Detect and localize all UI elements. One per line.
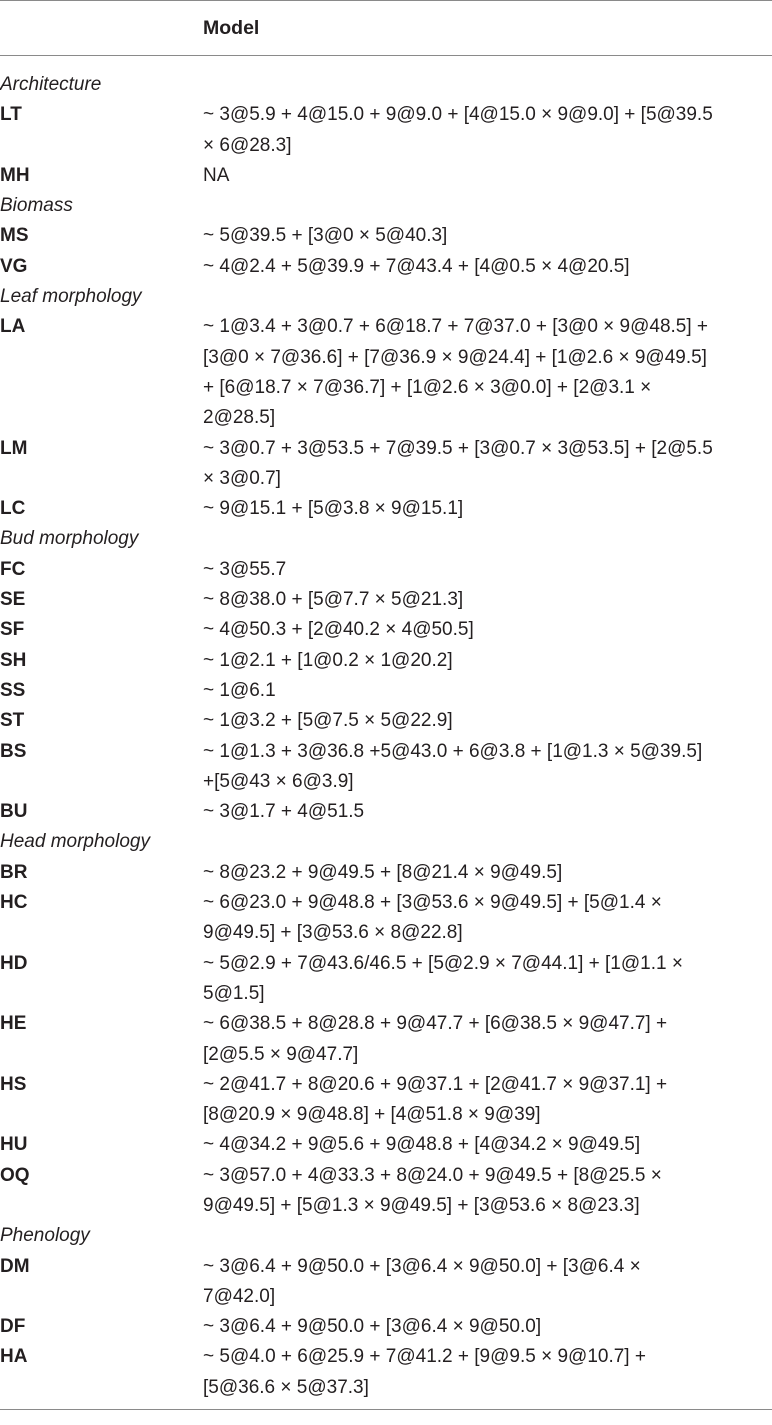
- model-formula: [203, 615, 771, 645]
- formula-line: 9@49.5] + [3@53.6 × 8@22.8]: [203, 922, 463, 944]
- formula-line: ~ 3@55.7: [203, 558, 287, 580]
- table-row: [0, 555, 772, 585]
- table-row: [0, 1252, 772, 1313]
- model-formula: [203, 797, 771, 827]
- category-label: Phenology: [0, 1225, 90, 1247]
- formula-line: [8@20.9 × 9@48.8] + [4@51.8 × 9@39]: [203, 1104, 541, 1126]
- formula-line: ~ 8@38.0 + [5@7.7 × 5@21.3]: [203, 589, 464, 611]
- trait-code: BU: [0, 801, 28, 823]
- model-formula: [203, 1130, 771, 1160]
- formula-line: [5@36.6 × 5@37.3]: [203, 1376, 369, 1398]
- model-formula: [203, 676, 771, 706]
- trait-code: HA: [0, 1346, 28, 1368]
- formula-line: ~ 3@5.9 + 4@15.0 + 9@9.0 + [4@15.0 × 9@9.0] + [5@39.5: [203, 104, 713, 126]
- trait-code: FC: [0, 558, 26, 580]
- trait-code: LA: [0, 316, 26, 338]
- formula-line: × 3@0.7]: [203, 467, 281, 489]
- table-row: [0, 1130, 772, 1160]
- formula-line: [2@5.5 × 9@47.7]: [203, 1043, 359, 1065]
- trait-code: BS: [0, 740, 27, 762]
- table-row: [0, 221, 772, 251]
- table-row: [0, 676, 772, 706]
- table-row: [0, 737, 772, 798]
- formula-line: ~ 3@1.7 + 4@51.5: [203, 801, 365, 823]
- table-row: [0, 1070, 772, 1131]
- model-formula: [203, 1009, 771, 1070]
- model-formula: [203, 221, 771, 251]
- trait-code: HE: [0, 1013, 27, 1035]
- trait-code: LT: [0, 104, 22, 126]
- table-row: [0, 585, 772, 615]
- formula-line: × 6@28.3]: [203, 134, 292, 156]
- trait-code: VG: [0, 255, 28, 277]
- trait-code: MS: [0, 225, 29, 247]
- model-formula: [203, 252, 771, 282]
- trait-code: HC: [0, 892, 28, 914]
- category-label: Leaf morphology: [0, 286, 142, 308]
- trait-code: SH: [0, 649, 27, 671]
- model-formula: [203, 706, 771, 736]
- trait-code: ST: [0, 710, 25, 732]
- bottom-rule: [0, 1409, 772, 1410]
- model-formula: [203, 888, 771, 949]
- model-formula: [203, 1161, 771, 1222]
- trait-code: DM: [0, 1255, 30, 1277]
- formula-line: ~ 5@39.5 + [3@0 × 5@40.3]: [203, 225, 448, 247]
- model-formula: [203, 1070, 771, 1131]
- formula-line: [3@0 × 7@36.6] + [7@36.9 × 9@24.4] + [1@2.6 × 9@49.5]: [203, 346, 707, 368]
- trait-code: HS: [0, 1073, 27, 1095]
- model-formula: [203, 1342, 771, 1403]
- formula-line: ~ 3@0.7 + 3@53.5 + 7@39.5 + [3@0.7 × 3@53.5] + [2@5.5: [203, 437, 713, 459]
- formula-line: ~ 9@15.1 + [5@3.8 × 9@15.1]: [203, 498, 464, 520]
- model-formula: [203, 555, 771, 585]
- trait-code: OQ: [0, 1164, 30, 1186]
- table-row: [0, 858, 772, 888]
- table-row: [0, 161, 772, 191]
- formula-line: ~ 4@50.3 + [2@40.2 × 4@50.5]: [203, 619, 474, 641]
- formula-line: + [6@18.7 × 7@36.7] + [1@2.6 × 3@0.0] + [2@3.1 ×: [203, 376, 652, 398]
- trait-code: SS: [0, 679, 26, 701]
- formula-line: 9@49.5] + [5@1.3 × 9@49.5] + [3@53.6 × 8@23.3]: [203, 1194, 640, 1216]
- model-formula: [203, 161, 771, 191]
- table-row: [0, 1342, 772, 1403]
- table-row: [0, 100, 772, 161]
- formula-line: ~ 1@3.4 + 3@0.7 + 6@18.7 + 7@37.0 + [3@0 × 9@48.5] +: [203, 316, 709, 338]
- table-row: [0, 312, 772, 433]
- trait-code: BR: [0, 861, 28, 883]
- category-label: Biomass: [0, 195, 73, 217]
- model-formula: [203, 737, 771, 798]
- trait-code: LM: [0, 437, 28, 459]
- formula-line: +[5@43 × 6@3.9]: [203, 770, 354, 792]
- model-formula: [203, 494, 771, 524]
- trait-code: DF: [0, 1316, 26, 1338]
- category-label: Head morphology: [0, 831, 150, 853]
- model-formula: [203, 1312, 771, 1342]
- formula-line: ~ 3@6.4 + 9@50.0 + [3@6.4 × 9@50.0] + [3@6.4 ×: [203, 1255, 641, 1277]
- trait-code: HU: [0, 1134, 28, 1156]
- table-body: [0, 56, 772, 1403]
- formula-line: 5@1.5]: [203, 982, 265, 1004]
- formula-line: 7@42.0]: [203, 1285, 276, 1307]
- table-header: [0, 1, 772, 55]
- formula-line: 2@28.5]: [203, 407, 276, 429]
- formula-line: ~ 6@23.0 + 9@48.8 + [3@53.6 × 9@49.5] + [5@1.4 ×: [203, 892, 662, 914]
- trait-code: HD: [0, 952, 28, 974]
- table-row: [0, 706, 772, 736]
- table-row: [0, 949, 772, 1010]
- formula-line: ~ 1@6.1: [203, 679, 276, 701]
- table-row: [0, 1009, 772, 1070]
- trait-code: SE: [0, 589, 26, 611]
- trait-code: LC: [0, 498, 26, 520]
- model-formula: [203, 100, 771, 161]
- formula-line: ~ 4@2.4 + 5@39.9 + 7@43.4 + [4@0.5 × 4@20.5]: [203, 255, 630, 277]
- formula-line: ~ 3@6.4 + 9@50.0 + [3@6.4 × 9@50.0]: [203, 1316, 542, 1338]
- table-row: [0, 1312, 772, 1342]
- model-formula: [203, 585, 771, 615]
- formula-line: ~ 6@38.5 + 8@28.8 + 9@47.7 + [6@38.5 × 9@47.7] +: [203, 1013, 668, 1035]
- category-label: Bud morphology: [0, 528, 139, 550]
- formula-line: ~ 1@1.3 + 3@36.8 +5@43.0 + 6@3.8 + [1@1.3 × 5@39.5]: [203, 740, 703, 762]
- table-row: [0, 646, 772, 676]
- table-row: [0, 252, 772, 282]
- table-row: [0, 888, 772, 949]
- formula-line: ~ 1@2.1 + [1@0.2 × 1@20.2]: [203, 649, 453, 671]
- table-row: [0, 434, 772, 495]
- formula-line: ~ 1@3.2 + [5@7.5 × 5@22.9]: [203, 710, 453, 732]
- model-formula: [203, 646, 771, 676]
- formula-line: ~ 4@34.2 + 9@5.6 + 9@48.8 + [4@34.2 × 9@49.5]: [203, 1134, 641, 1156]
- table-row: [0, 494, 772, 524]
- category-label: Architecture: [0, 74, 102, 95]
- model-formula: [203, 434, 771, 495]
- model-formula: [203, 1252, 771, 1313]
- model-formula: [203, 858, 771, 888]
- trait-code: SF: [0, 619, 25, 641]
- table-row: [0, 615, 772, 645]
- formula-line: ~ 2@41.7 + 8@20.6 + 9@37.1 + [2@41.7 × 9@37.1] +: [203, 1073, 668, 1095]
- formula-line: ~ 5@4.0 + 6@25.9 + 7@41.2 + [9@9.5 × 9@10.7] +: [203, 1346, 646, 1368]
- header-model: Model: [203, 16, 260, 39]
- table-row: [0, 797, 772, 827]
- model-formula: [203, 949, 771, 1010]
- table-row: [0, 1161, 772, 1222]
- trait-code: MH: [0, 164, 30, 186]
- formula-line: NA: [203, 164, 230, 186]
- formula-line: ~ 3@57.0 + 4@33.3 + 8@24.0 + 9@49.5 + [8@25.5 ×: [203, 1164, 662, 1186]
- formula-line: ~ 8@23.2 + 9@49.5 + [8@21.4 × 9@49.5]: [203, 861, 563, 883]
- formula-line: ~ 5@2.9 + 7@43.6/46.5 + [5@2.9 × 7@44.1] + [1@1.1 ×: [203, 952, 683, 974]
- model-formula: [203, 312, 771, 433]
